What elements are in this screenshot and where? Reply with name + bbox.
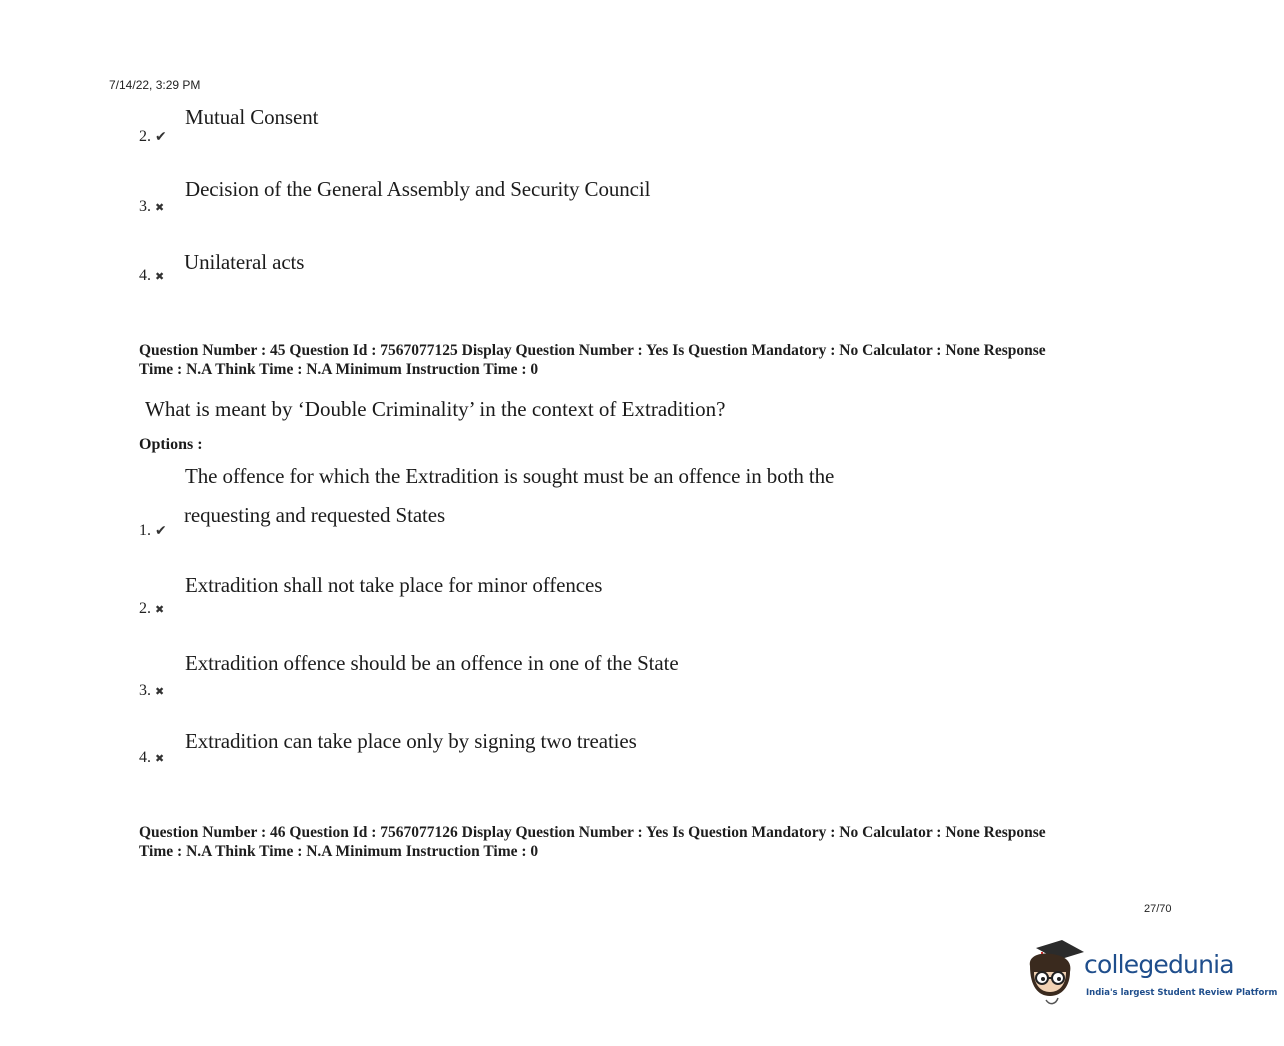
cross-icon: ✖ <box>155 270 165 283</box>
cross-icon: ✖ <box>155 685 165 698</box>
collegedunia-logo <box>1022 938 1278 1008</box>
option-text-line: The offence for which the Extradition is sought must be an offence in both the <box>185 464 835 488</box>
option-number: 2. ✖ <box>139 600 165 617</box>
option-number: 1. ✔ <box>139 522 167 539</box>
check-icon: ✔ <box>155 129 167 145</box>
option-text: Decision of the General Assembly and Security Council <box>185 177 651 201</box>
option-text: Unilateral acts <box>184 250 305 274</box>
option-number: 3. ✖ <box>139 682 165 699</box>
option-number: 4. ✖ <box>139 267 165 284</box>
option-text: Extradition shall not take place for minor offences <box>185 573 603 597</box>
options-label: Options : <box>139 436 203 453</box>
logo-tagline: India's largest Student Review Platform <box>1086 988 1278 998</box>
cross-icon: ✖ <box>155 603 165 616</box>
check-icon: ✔ <box>155 523 167 539</box>
option-number: 4. ✖ <box>139 749 165 766</box>
option-number: 3. ✖ <box>139 198 165 215</box>
page-number: 27/70 <box>1144 903 1172 915</box>
question-meta: Question Number : 45 Question Id : 7567077125 Display Question Number : Yes Is Question Mandatory : No Calculator : None Response Time : N.A Think Time : N.A Minimum Instruction Time : 0 <box>139 342 1046 378</box>
cross-icon: ✖ <box>155 752 165 765</box>
cross-icon: ✖ <box>155 201 165 214</box>
option-text: Extradition can take place only by signing two treaties <box>185 729 637 753</box>
question-meta: Question Number : 46 Question Id : 7567077126 Display Question Number : Yes Is Question Mandatory : No Calculator : None Response Time : N.A Think Time : N.A Minimum Instruction Time : 0 <box>139 824 1046 860</box>
logo-wordmark: collegedunia <box>1084 950 1234 979</box>
option-text: Extradition offence should be an offence in one of the State <box>185 651 679 675</box>
option-number: 2. ✔ <box>139 128 167 145</box>
option-text-line: requesting and requested States <box>184 503 446 527</box>
option-text: Mutual Consent <box>185 105 319 129</box>
mascot-icon <box>1022 938 1084 1008</box>
question-text: What is meant by ‘Double Criminality’ in the context of Extradition? <box>145 397 726 421</box>
print-timestamp: 7/14/22, 3:29 PM <box>109 78 201 92</box>
